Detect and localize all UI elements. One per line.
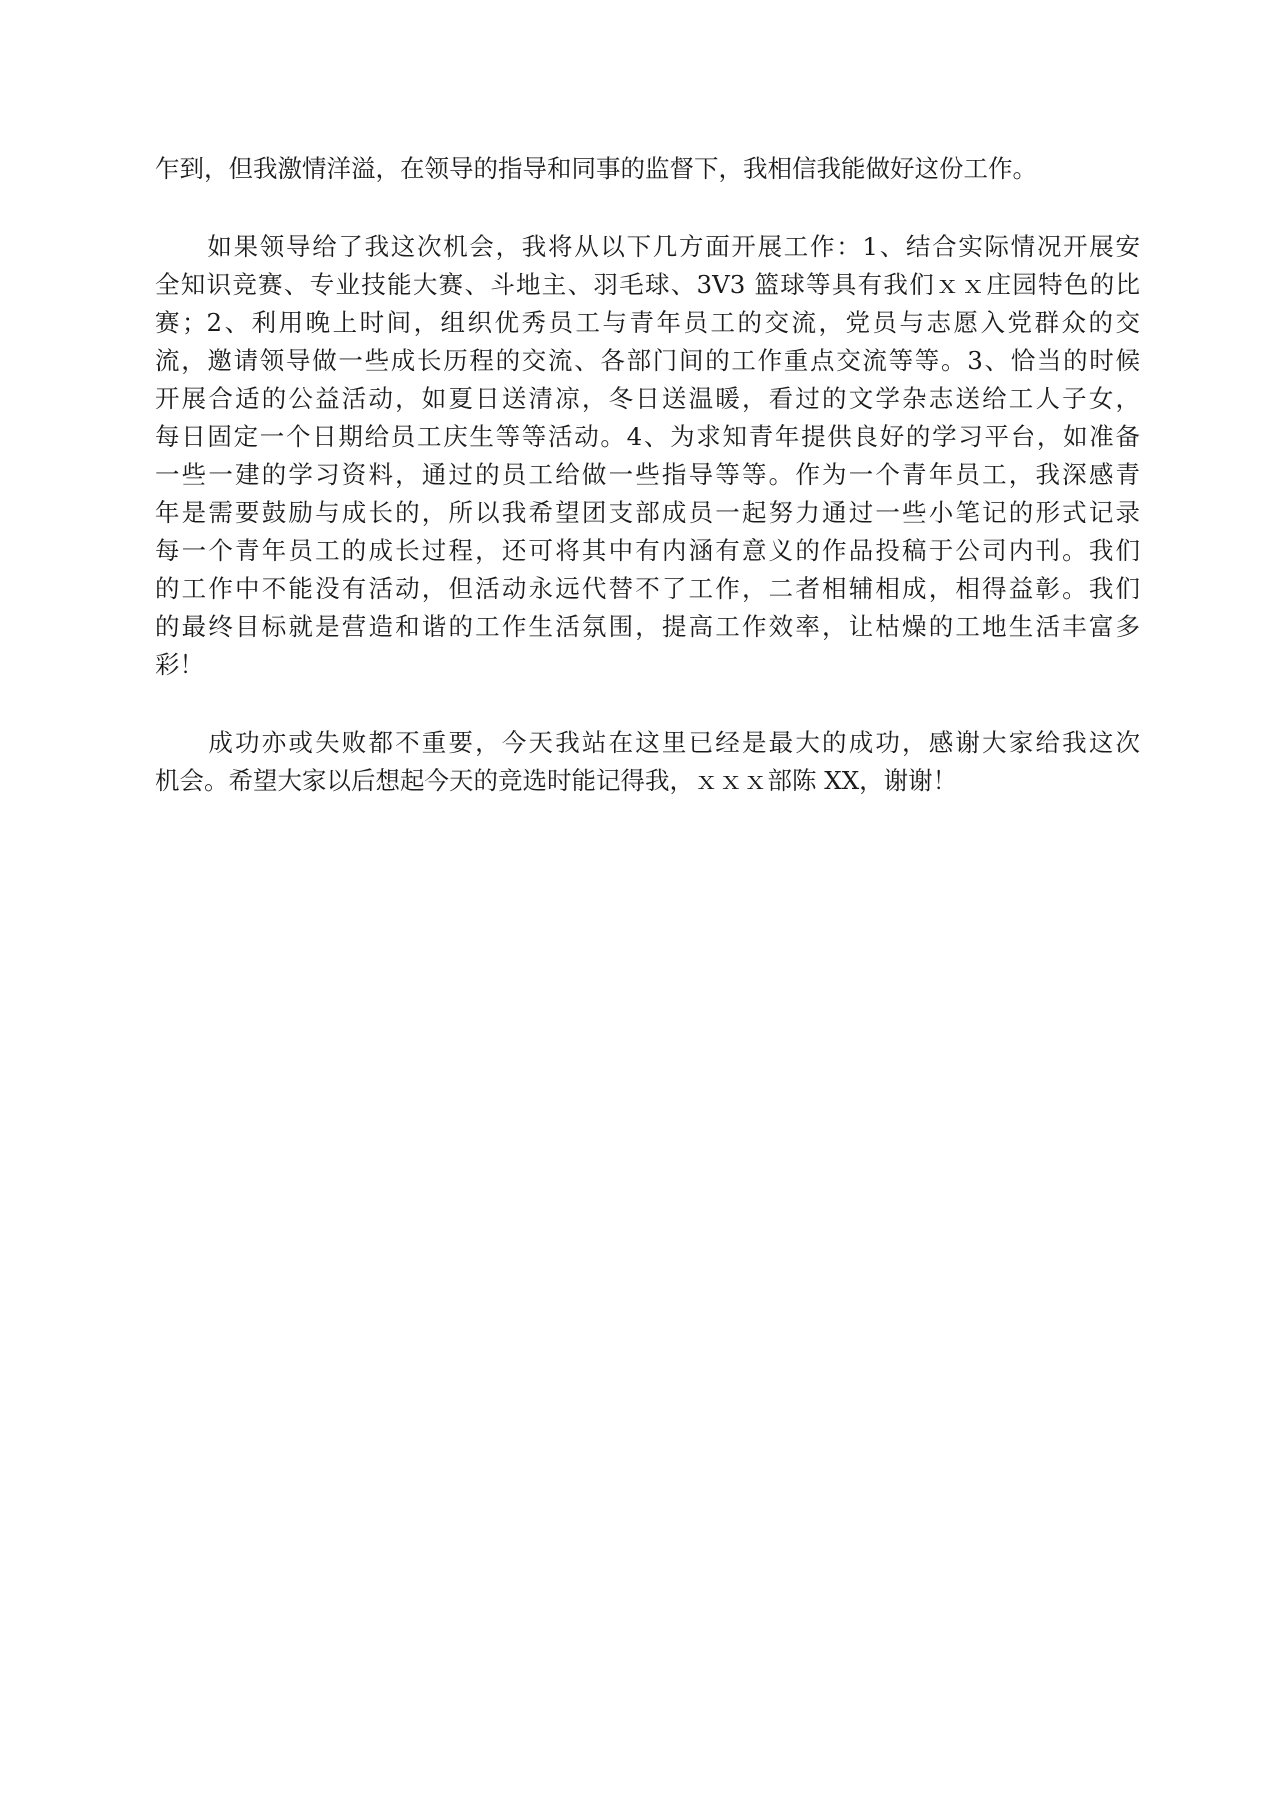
- text-line: 全知识竞赛、专业技能大赛、斗地主、羽毛球、3V3 篮球等具有我们ｘｘ庄园特色的比: [155, 270, 1140, 299]
- text-line: 乍到，但我激情洋溢，在领导的指导和同事的监督下，我相信我能做好这份工作。: [155, 154, 1037, 183]
- document-body: [155, 150, 1140, 800]
- text-line: 年是需要鼓励与成长的，所以我希望团支部成员一起努力通过一些小笔记的形式记录: [155, 498, 1140, 527]
- text-line: 机会。希望大家以后想起今天的竞选时能记得我，ｘｘｘ部陈 XX，谢谢！: [155, 766, 958, 795]
- text-line: 赛；2、利用晚上时间，组织优秀员工与青年员工的交流，党员与志愿入党群众的交: [155, 308, 1140, 337]
- text-line: 的最终目标就是营造和谐的工作生活氛围，提高工作效率，让枯燥的工地生活丰富多: [155, 612, 1140, 641]
- text-line: 彩！: [155, 650, 204, 679]
- text-line: 一些一建的学习资料，通过的员工给做一些指导等等。作为一个青年员工，我深感青: [155, 460, 1140, 489]
- text-line: 成功亦或失败都不重要，今天我站在这里已经是最大的成功，感谢大家给我这次: [155, 728, 1140, 757]
- text-line: 开展合适的公益活动，如夏日送清凉，冬日送温暖，看过的文学杂志送给工人子女，: [155, 384, 1140, 413]
- text-line: 的工作中不能没有活动，但活动永远代替不了工作，二者相辅相成，相得益彰。我们: [155, 574, 1140, 603]
- text-line: 流，邀请领导做一些成长历程的交流、各部门间的工作重点交流等等。3、恰当的时候: [155, 346, 1140, 375]
- paragraph-work-plan: [155, 228, 1140, 684]
- text-line: 每一个青年员工的成长过程，还可将其中有内涵有意义的作品投稿于公司内刊。我们: [155, 536, 1140, 565]
- text-line: 如果领导给了我这次机会，我将从以下几方面开展工作：1、结合实际情况开展安: [155, 232, 1140, 261]
- paragraph-closing: [155, 724, 1140, 800]
- text-line: 每日固定一个日期给员工庆生等等活动。4、为求知青年提供良好的学习平台，如准备: [155, 422, 1140, 451]
- paragraph-intro-end: [155, 150, 1140, 188]
